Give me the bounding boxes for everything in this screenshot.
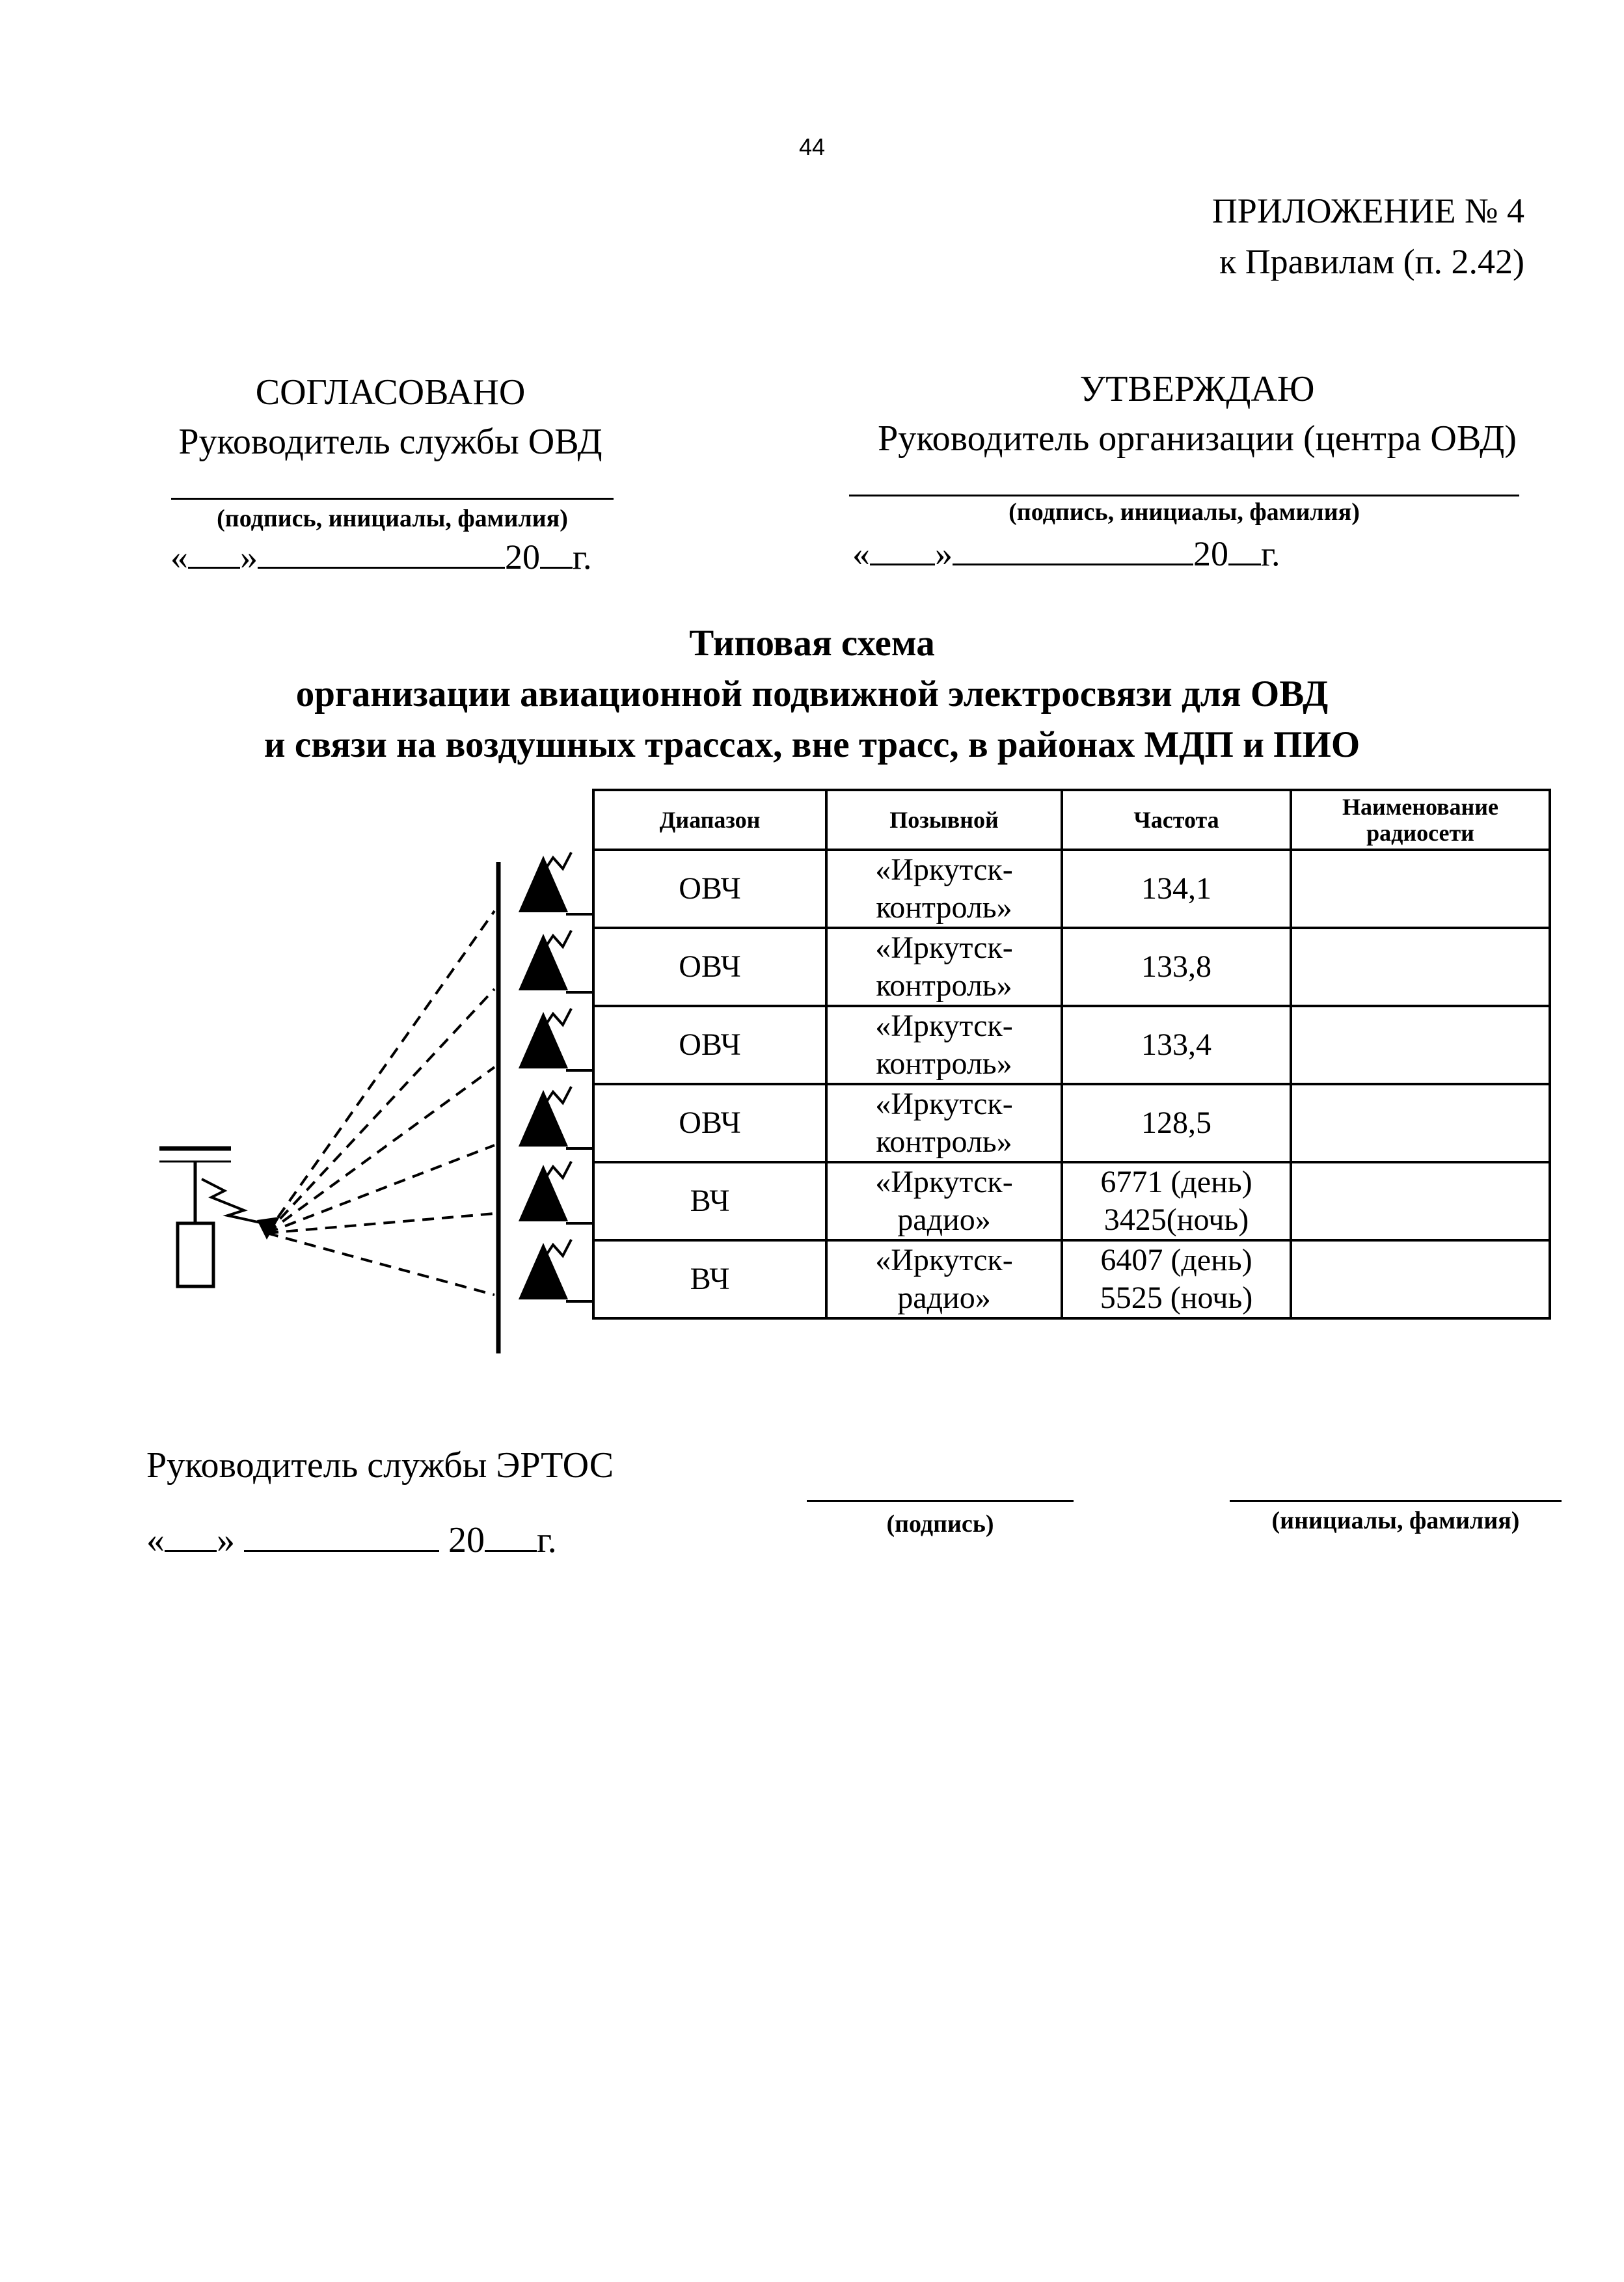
date-year-blank [485, 1520, 537, 1552]
cell-band: ОВЧ [593, 1084, 826, 1162]
cell-callsign [826, 1162, 1062, 1240]
callsign-line: контроль» [876, 890, 1012, 925]
date-close-quote: » [935, 534, 953, 573]
antenna-icon [521, 1240, 593, 1301]
cell-frequency [1062, 1006, 1291, 1084]
footer-name-caption: (инициалы, фамилия) [1271, 1507, 1520, 1534]
antenna-icon [521, 1087, 593, 1148]
header-band: Диапазон [593, 790, 826, 850]
callsign-line: «Иркутск- [875, 1165, 1013, 1199]
table-header-row [593, 790, 1550, 850]
footer-signature-line [807, 1500, 1074, 1502]
cell-band: ВЧ [593, 1162, 826, 1240]
callsign-line: радио» [897, 1202, 991, 1237]
date-month-blank [244, 1520, 439, 1552]
antenna-icon [521, 852, 593, 914]
cell-callsign [826, 1240, 1062, 1318]
table-row [593, 1006, 1550, 1084]
cell-callsign [826, 928, 1062, 1006]
date-day-blank [165, 1520, 217, 1552]
frequency-line: 128,5 [1141, 1106, 1211, 1140]
callsign-line: «Иркутск- [875, 852, 1013, 887]
approval-left-heading: СОГЛАСОВАНО [255, 372, 526, 413]
appendix-reference: к Правилам (п. 2.42) [1219, 242, 1524, 281]
header-frequency: Частота [1062, 790, 1291, 850]
callsign-line: контроль» [876, 968, 1012, 1003]
cell-frequency [1062, 1162, 1291, 1240]
cell-callsign [826, 1084, 1062, 1162]
callsign-line: «Иркутск- [875, 1087, 1013, 1121]
cell-callsign [826, 850, 1062, 928]
approval-right-heading: УТВЕРЖДАЮ [1079, 369, 1315, 409]
title-line-3: и связи на воздушных трассах, вне трасс, в районах МДП и ПИО [264, 724, 1360, 765]
cell-frequency [1062, 850, 1291, 928]
frequency-table [592, 789, 1551, 1320]
date-open-quote: « [146, 1520, 165, 1560]
cell-network [1291, 850, 1550, 928]
antenna-icon [521, 1161, 593, 1223]
aircraft-station-icon [159, 1148, 264, 1286]
date-year: 20 [1193, 534, 1228, 573]
appendix-number: ПРИЛОЖЕНИЕ № 4 [1211, 191, 1524, 230]
antenna-icon [521, 930, 593, 992]
cell-band: ОВЧ [593, 850, 826, 928]
footer-date [146, 1519, 557, 1561]
cell-network [1291, 1162, 1550, 1240]
header-callsign: Позывной [826, 790, 1062, 850]
frequency-line: 6407 (день) [1100, 1243, 1252, 1277]
table-row [593, 1162, 1550, 1240]
cell-network [1291, 1240, 1550, 1318]
cell-callsign [826, 1006, 1062, 1084]
footer-role: Руководитель службы ЭРТОС [146, 1445, 614, 1486]
footer-name-line [1230, 1500, 1562, 1502]
cell-network [1291, 1084, 1550, 1162]
cell-frequency [1062, 928, 1291, 1006]
callsign-line: радио» [897, 1281, 991, 1315]
approval-left-caption: (подпись, инициалы, фамилия) [217, 505, 568, 532]
callsign-line: «Иркутск- [875, 930, 1013, 965]
cell-band: ВЧ [593, 1240, 826, 1318]
approval-right-caption: (подпись, инициалы, фамилия) [1008, 498, 1360, 526]
date-open-quote: « [852, 534, 870, 573]
footer-signature-caption: (подпись) [886, 1510, 994, 1538]
callsign-line: контроль» [876, 1124, 1012, 1159]
table-row [593, 1240, 1550, 1318]
cell-band: ОВЧ [593, 928, 826, 1006]
frequency-line: 133,4 [1141, 1027, 1211, 1062]
frequency-line: 5525 (ночь) [1100, 1281, 1253, 1315]
cell-network [1291, 928, 1550, 1006]
antenna-stack [521, 852, 593, 1301]
radial-links [267, 911, 494, 1295]
date-year-suffix: г. [537, 1520, 557, 1560]
frequency-line: 6771 (день) [1100, 1165, 1252, 1199]
antenna-icon [521, 1009, 593, 1070]
date-year-suffix: г. [573, 537, 592, 577]
date-year: 20 [448, 1520, 485, 1560]
callsign-line: «Иркутск- [875, 1243, 1013, 1277]
date-close-quote: » [217, 1520, 235, 1560]
title-line-1: Типовая схема [689, 623, 935, 664]
cell-frequency [1062, 1084, 1291, 1162]
callsign-line: контроль» [876, 1046, 1012, 1081]
date-year: 20 [505, 537, 540, 577]
header-network: Наименование радиосети [1291, 790, 1550, 850]
frequency-line: 133,8 [1141, 949, 1211, 984]
date-year-suffix: г. [1261, 534, 1280, 573]
table-row [593, 1084, 1550, 1162]
frequency-line: 134,1 [1141, 871, 1211, 906]
approval-right-role: Руководитель организации (центра ОВД) [878, 418, 1517, 459]
date-open-quote: « [170, 537, 188, 577]
callsign-line: «Иркутск- [875, 1009, 1013, 1043]
date-close-quote: » [240, 537, 258, 577]
approval-left-role: Руководитель службы ОВД [178, 422, 602, 462]
cell-band: ОВЧ [593, 1006, 826, 1084]
table-row [593, 850, 1550, 928]
frequency-line: 3425(ночь) [1103, 1202, 1249, 1237]
cell-frequency [1062, 1240, 1291, 1318]
table-row [593, 928, 1550, 1006]
title-line-2: организации авиационной подвижной электросвязи для ОВД [295, 673, 1329, 714]
cell-network [1291, 1006, 1550, 1084]
page-number: 44 [798, 133, 826, 160]
